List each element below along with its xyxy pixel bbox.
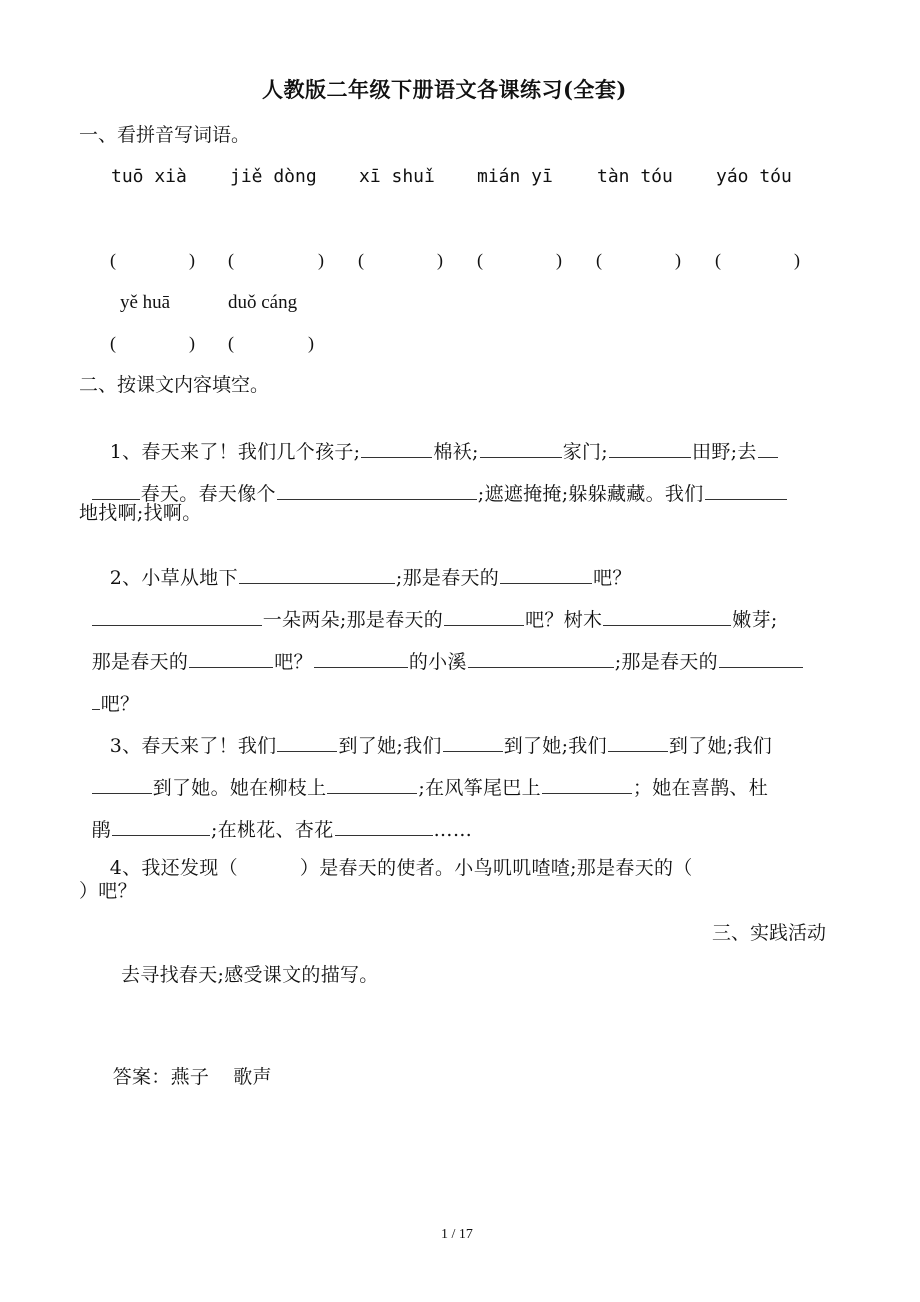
fill-blank[interactable] xyxy=(335,817,433,836)
question-1-line-3: 地找啊;找啊。 xyxy=(79,502,202,524)
paren-close: ) xyxy=(189,333,195,353)
paren-open: ( xyxy=(110,250,116,270)
fill-blank[interactable] xyxy=(468,649,614,668)
fill-blank[interactable] xyxy=(327,775,417,794)
pinyin-item: yáo tóu xyxy=(716,166,792,187)
fill-blank[interactable] xyxy=(92,481,140,500)
paren-close: ) xyxy=(189,250,195,270)
fill-blank[interactable] xyxy=(361,439,432,458)
text: 吧？树木 xyxy=(525,609,603,631)
paren-close: ) xyxy=(318,250,324,270)
fill-blank[interactable] xyxy=(609,439,691,458)
question-3-line-1 xyxy=(97,714,772,756)
question-3-line-2 xyxy=(79,756,768,798)
fill-blank[interactable] xyxy=(542,775,632,794)
pinyin-item: tuō xià xyxy=(111,166,187,187)
text: 吧？ xyxy=(274,651,313,673)
paren-open: ( xyxy=(228,333,234,353)
fill-blank[interactable] xyxy=(92,775,152,794)
paren-open: ( xyxy=(228,250,234,270)
fill-blank[interactable] xyxy=(239,565,395,584)
answer-item: 歌声 xyxy=(233,1066,272,1088)
fill-blank[interactable] xyxy=(92,607,262,626)
fill-blank[interactable] xyxy=(444,607,524,626)
pinyin-item: jiě dòng xyxy=(230,166,317,187)
fill-blank[interactable] xyxy=(705,481,787,500)
section3-body: 去寻找春天;感受课文的描写。 xyxy=(121,964,379,986)
text: 的小溪 xyxy=(408,651,467,673)
paren-open: ( xyxy=(110,333,116,353)
text: …… xyxy=(433,819,473,841)
text: 一朵两朵;那是春天的 xyxy=(262,609,444,631)
answer-label: 答案： xyxy=(112,1066,171,1088)
question-2-line-2 xyxy=(79,588,778,630)
text: 到了她。她在柳枝上 xyxy=(152,777,327,799)
answer-item: 燕子 xyxy=(170,1066,210,1088)
text: 吧？ xyxy=(593,567,632,589)
fill-blank[interactable] xyxy=(443,733,503,752)
paren-close: ) xyxy=(308,333,314,353)
text: ）是春天的使者。小鸟叽叽喳喳;那是春天的（ xyxy=(299,857,693,879)
paren-open: ( xyxy=(358,250,364,270)
text: 到了她;我们 xyxy=(668,735,773,757)
question-4-line-2: ）吧？ xyxy=(79,880,137,902)
text: 那是春天的 xyxy=(91,651,189,673)
fill-blank[interactable] xyxy=(608,733,668,752)
fill-blank[interactable] xyxy=(112,817,210,836)
question-2-line-4 xyxy=(79,672,139,714)
question-4-line-1 xyxy=(97,840,693,878)
answer-line xyxy=(100,1049,272,1087)
text: 春天。春天像个 xyxy=(140,483,276,505)
text: 家门; xyxy=(562,441,609,463)
text: 1、春天来了！我们几个孩子; xyxy=(109,441,361,463)
fill-blank[interactable] xyxy=(500,565,592,584)
section2-heading: 二、按课文内容填空。 xyxy=(79,374,270,396)
text: ;那是春天的 xyxy=(614,651,718,673)
paren-close: ) xyxy=(675,250,681,270)
text: 3、春天来了！我们 xyxy=(109,735,277,757)
pinyin-item: yě huā xyxy=(120,292,171,313)
section1-heading: 一、看拼音写词语。 xyxy=(79,124,251,146)
page-title: 人教版二年级下册语文各课练习(全套) xyxy=(262,77,627,102)
fill-blank[interactable] xyxy=(719,649,803,668)
text: ;遮遮掩掩;躲躲藏藏。我们 xyxy=(477,483,704,505)
text: 田野;去 xyxy=(692,441,757,463)
paren-open: ( xyxy=(477,250,483,270)
text: 嫩芽; xyxy=(732,609,778,631)
fill-blank[interactable] xyxy=(603,607,731,626)
text: ；她在喜鹊、杜 xyxy=(632,777,769,799)
question-1-line-2 xyxy=(79,462,788,504)
text: 棉袄; xyxy=(433,441,479,463)
text: ;在桃花、杏花 xyxy=(211,819,334,841)
page-number: 1 / 17 xyxy=(441,1227,473,1242)
text: 鹃 xyxy=(91,819,111,841)
text: 到了她;我们 xyxy=(338,735,442,757)
pinyin-item: mián yī xyxy=(477,166,553,187)
fill-blank[interactable] xyxy=(314,649,408,668)
paren-open: ( xyxy=(596,250,602,270)
paren-close: ) xyxy=(794,250,800,270)
paren-open: ( xyxy=(715,250,721,270)
text: 吧？ xyxy=(100,693,140,715)
paren-close: ) xyxy=(437,250,443,270)
fill-blank[interactable] xyxy=(92,691,100,710)
section3-heading: 三、实践活动 xyxy=(712,922,827,944)
fill-blank[interactable] xyxy=(189,649,273,668)
pinyin-item: xī shuǐ xyxy=(359,166,435,187)
text: 4、我还发现（ xyxy=(109,857,238,879)
fill-blank[interactable] xyxy=(480,439,562,458)
text: ;那是春天的 xyxy=(395,567,500,589)
text: ;在风筝尾巴上 xyxy=(418,777,541,799)
pinyin-item: duǒ cáng xyxy=(228,292,298,313)
question-1-line-1 xyxy=(97,420,779,462)
question-2-line-1 xyxy=(97,546,632,588)
pinyin-item: tàn tóu xyxy=(597,166,673,187)
text: 2、小草从地下 xyxy=(109,567,238,589)
question-2-line-3 xyxy=(79,630,804,672)
fill-blank[interactable] xyxy=(758,439,778,458)
fill-blank[interactable] xyxy=(277,733,337,752)
fill-blank[interactable] xyxy=(277,481,477,500)
text: 到了她;我们 xyxy=(503,735,607,757)
question-3-line-3 xyxy=(79,798,472,840)
paren-close: ) xyxy=(556,250,562,270)
